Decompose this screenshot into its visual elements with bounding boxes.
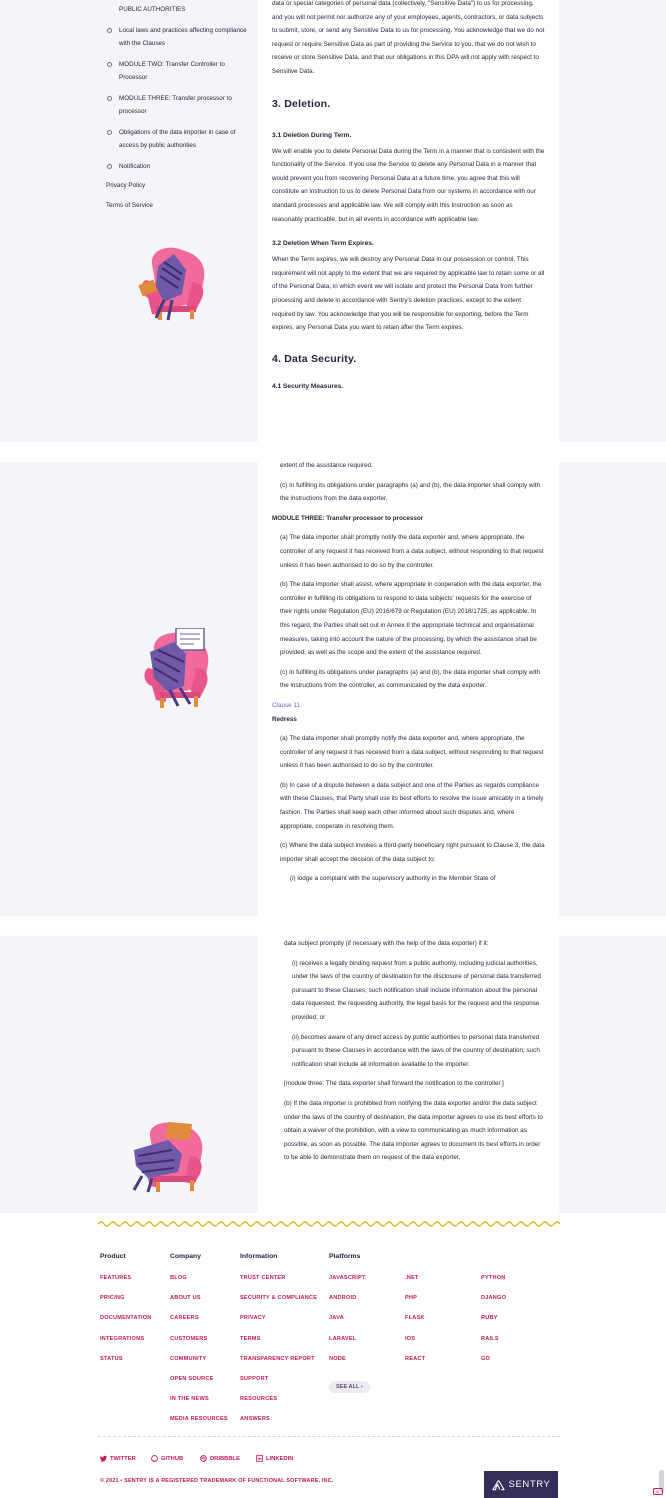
footer-link-go[interactable]: GO (481, 1355, 491, 1362)
footer-platforms-col2 (405, 1253, 425, 1375)
module-three-note: [module three: The data exporter shall forward the notification to the controller.] (284, 1080, 504, 1088)
github-label: GITHUB (161, 1455, 184, 1462)
twitter-link[interactable] (100, 1455, 136, 1462)
footer-link-about-us[interactable]: ABOUT US (170, 1295, 201, 1302)
linkedin-label: LINKEDIN (266, 1455, 294, 1462)
heading-deletion-during-term: 3.1 Deletion During Term. (272, 131, 352, 139)
footer-wave-divider (98, 1219, 560, 1229)
paragraph-b-assist: (b) The data importer shall assist, where appropriate in cooperation with the data exporter, the controller in fulfilling its obligations to respond to data subjects' requests for the exercise of their rights under Regulation (EU) 2016/679 or Regulation (EU) 2018/1725, as applicable. In this regard, the Parties shall set out in Annex II the appropriate technical and organisational measures, taking into account the nature of the processing, by which the assistance shall be provided, as well as the scope and the extent of the assistance required. (280, 581, 542, 657)
footer-information (240, 1253, 317, 1436)
footer-link-laravel[interactable]: LARAVEL (329, 1335, 357, 1342)
footer-link-javascript[interactable]: JAVASCRIPT (329, 1275, 366, 1281)
footer-link-terms[interactable]: TERMS (240, 1335, 261, 1342)
footer-product-heading: Product (100, 1253, 126, 1260)
heading-data-security: 4. Data Security. (272, 352, 357, 365)
toc-item-privacy-policy[interactable]: Privacy Policy (106, 182, 146, 189)
paragraph-a-notify: (a) The data importer shall promptly notify the data exporter and, where appropriate, the controller of any request it has received from a data subject, without responding to that request unless it has been authorised to do so by the controller. (280, 534, 544, 569)
footer-link-open-source[interactable]: OPEN SOURCE (170, 1375, 214, 1382)
footer-link-documentation[interactable]: DOCUMENTATION (100, 1315, 152, 1322)
toc-item-terms-of-service[interactable]: Terms of Service (106, 202, 153, 209)
chair-newspaper-illustration (140, 628, 216, 712)
deletion-during-term-paragraph: We will enable you to delete Personal Data during the Term in a manner that is consistent with the functionality of the Service. If you use the Service to delete any Personal Data in a manner that would prevent you from recovering Personal Data at a future time, you agree that this will constitute an instruction to us to delete Personal Data from our systems in accordance with our standard processes and applicable law. We will comply with this Instruction as soon as reasonably practicable, but in all events in accordance with applicable law. (272, 147, 545, 223)
heading-deletion-term-expires: 3.2 Deletion When Term Expires. (272, 240, 374, 248)
redress-paragraph-a: (a) The data importer shall promptly notify the data exporter and, where appropriate, the controller of any request it has received from a data subject, without responding to that request unless it has been authorised to do so by the controller. (280, 735, 544, 770)
footer-link-react[interactable]: REACT (405, 1355, 426, 1362)
redress-paragraph-c: (c) Where the data subject invokes a third-party beneficiary right pursuant to Clause 3, the data importer shall accept the decision of the data subject to: (280, 842, 545, 863)
chair-laptop-illustration (128, 1120, 210, 1194)
footer-platforms (329, 1253, 370, 1393)
notification-paragraph-b: (b) If the data importer is prohibited from notifying the data exporter and/or the data subject under the laws of the country of destination, the data importer agrees to use its best efforts to obtain a waiver of the prohibition, with a view to communicating as much information as possible, as soon as possible. The data importer agrees to document its best efforts in order to be able to demonstrate them on request of the data exporter. (284, 1099, 543, 1162)
footer-link-customers[interactable]: CUSTOMERS (170, 1335, 208, 1342)
footer-link-status[interactable]: STATUS (100, 1355, 123, 1362)
footer-link-django[interactable]: DJANGO (481, 1295, 507, 1302)
twitter-icon (100, 1455, 107, 1462)
footer-link-privacy[interactable]: PRIVACY (240, 1315, 266, 1322)
toc-item-public-authorities[interactable]: PUBLIC AUTHORITIES (119, 6, 186, 13)
footer-link-security-compliance[interactable]: SECURITY & COMPLIANCE (240, 1295, 318, 1302)
footer-link-integrations[interactable]: INTEGRATIONS (100, 1335, 145, 1342)
toc-item-module-two[interactable]: MODULE TWO: Transfer Controller to Processor (98, 58, 248, 84)
toc-item-module-three[interactable]: MODULE THREE: Transfer processor to processor (98, 92, 248, 118)
footer-link-community[interactable]: COMMUNITY (170, 1355, 207, 1362)
doc-band-2 (0, 462, 666, 916)
github-icon (151, 1455, 158, 1462)
footer-link-trust-center[interactable]: TRUST CENTER (240, 1275, 286, 1281)
footer-company (170, 1253, 228, 1436)
footer-link-media-resources[interactable]: MEDIA RESOURCES (170, 1416, 228, 1423)
footer-divider (98, 1436, 560, 1437)
heading-security-measures: 4.1 Security Measures. (272, 382, 344, 390)
linkedin-icon (256, 1455, 263, 1462)
footer-link-pricing[interactable]: PRICING (100, 1295, 125, 1302)
redress-paragraph-i: (i) lodge a complaint with the supervisory authority in the Member State of (290, 875, 496, 883)
see-all-label: SEE ALL (336, 1383, 360, 1390)
module-three-heading: MODULE THREE: Transfer processor to processor (272, 514, 424, 522)
dribbble-icon (200, 1455, 207, 1462)
footer-link-rails[interactable]: RAILS (481, 1335, 499, 1342)
footer-link-blog[interactable]: BLOG (170, 1275, 187, 1281)
toc-item-obligations[interactable]: Obligations of the data importer in case of access by public authorities (98, 126, 248, 152)
sentry-logo-icon (492, 1479, 505, 1491)
footer-platforms-heading: Platforms (329, 1253, 361, 1260)
footer-company-heading: Company (170, 1253, 201, 1260)
footer-link-java[interactable]: JAVA (329, 1315, 344, 1322)
toc-item-local-laws[interactable]: Local laws and practices affecting compliance with the Clauses (98, 24, 248, 50)
github-link[interactable] (151, 1455, 183, 1462)
footer-link-flask[interactable]: FLASK (405, 1315, 425, 1322)
twitter-label: TWITTER (110, 1455, 136, 1462)
deletion-term-expires-paragraph: When the Term expires, we will destroy any Personal Data in our possession or control. This requirement will not apply to the extent that we are required by applicable law to retain some or all of the Personal Data, in which event we will isolate and protect the Personal Data from further processing and delete in accordance with Sentry's deletion practices, except to the extent required by law. You acknowledge that you will be responsible for exporting, before the Term expires, any Personal Data you want to retain after the Term expires. (272, 256, 545, 332)
sentry-logo-link[interactable] (484, 1471, 558, 1498)
chevron-right-icon: › (360, 1383, 363, 1390)
redress-heading: Redress (272, 715, 297, 723)
heading-deletion: 3. Deletion. (272, 97, 331, 110)
footer-product (100, 1253, 152, 1375)
toc-item-notification[interactable]: Notification (98, 160, 248, 173)
footer-link-features[interactable]: FEATURES (100, 1275, 132, 1281)
footer-link-dotnet[interactable]: .NET (405, 1275, 419, 1281)
footer-information-heading: Information (240, 1253, 278, 1260)
corner-badge: XL (653, 1488, 663, 1495)
footer-platforms-col3 (481, 1253, 506, 1375)
see-all-platforms-button[interactable] (329, 1381, 370, 1393)
footer-link-android[interactable]: ANDROID (329, 1295, 357, 1302)
footer-link-careers[interactable]: CAREERS (170, 1315, 199, 1322)
dribbble-link[interactable] (200, 1455, 240, 1462)
linkedin-link[interactable] (256, 1455, 293, 1462)
sensitive-data-paragraph: data or special categories of personal data (collectively, "Sensitive Data") to us for processing, and you will not permit nor authorize any of your employees, agents, contractors, or data subjects to submit, store, or send any Sensitive Data to us for processing. You acknowledge that we do not request or require Sensitive Data as part of providing the Service to you, that we do not wish to receive or store Sensitive Data, and that our obligations in this DPA will not apply with respect to Sensitive Data. (272, 0, 545, 75)
footer-link-resources[interactable]: RESOURCES (240, 1396, 278, 1403)
sentry-logo-text: SENTRY (508, 1479, 551, 1490)
paragraph-c-controller: (c) In fulfilling its obligations under paragraphs (a) and (b), the data importer shall comply with the instructions from the controller, as communicated by the data exporter. (280, 668, 541, 690)
notification-item-ii: (ii) becomes aware of any direct access by public authorities to personal data transferred pursuant to these Clauses in accordance with the laws of the country of destination; such notification shall include all information available to the importer. (292, 1033, 540, 1068)
footer-link-python[interactable]: PYTHON (481, 1275, 506, 1281)
footer-link-ios[interactable]: IOS (405, 1335, 416, 1342)
assistance-extent-text: extent of the assistance required. (280, 462, 373, 469)
document-body-notification (258, 936, 559, 1213)
notification-lead-text: data subject promptly (if necessary with the help of the data exporter) if it: (284, 940, 489, 947)
footer-link-transparency-report[interactable]: TRANSPARENCY REPORT (240, 1355, 315, 1362)
clause-11-label: Clause 11 (272, 701, 300, 709)
copyright-text: © 2021 • SENTRY IS A REGISTERED TRADEMARK OF FUNCTIONAL SOFTWARE, INC. (100, 1478, 334, 1484)
footer-link-answers[interactable]: ANSWERS (240, 1416, 270, 1423)
paragraph-c-exporter: (c) In fulfilling its obligations under paragraphs (a) and (b), the data importer shall comply with the instructions from the data exporter. (280, 481, 541, 503)
doc-band-1 (0, 0, 666, 442)
footer-link-in-the-news[interactable]: IN THE NEWS (170, 1396, 209, 1403)
notification-item-i: (i) receives a legally binding request from a public authority, including judicial authorities, under the laws of the country of destination for the disclosure of personal data transferred pursuant to these Clauses; such notification shall include information about the personal data requested, the requesting authority, the legal basis for the request and the response provided; or (292, 959, 541, 1021)
redress-paragraph-b: (b) In case of a dispute between a data subject and one of the Parties as regards compliance with these Clauses, that Party shall use its best efforts to resolve the issue amicably in a timely fashion. The Parties shall keep each other informed about such disputes and, where appropriate, cooperate in resolving them. (280, 781, 544, 830)
footer-link-node[interactable]: NODE (329, 1355, 346, 1362)
doc-band-3 (0, 936, 666, 1213)
footer-link-php[interactable]: PHP (405, 1295, 418, 1302)
footer-link-support[interactable]: SUPPORT (240, 1375, 269, 1382)
dribbble-label: DRIBBBLE (210, 1455, 240, 1462)
document-body (258, 0, 559, 442)
reading-chair-illustration (134, 244, 210, 322)
document-body-continued (258, 462, 559, 916)
footer-link-ruby[interactable]: RUBY (481, 1315, 498, 1322)
